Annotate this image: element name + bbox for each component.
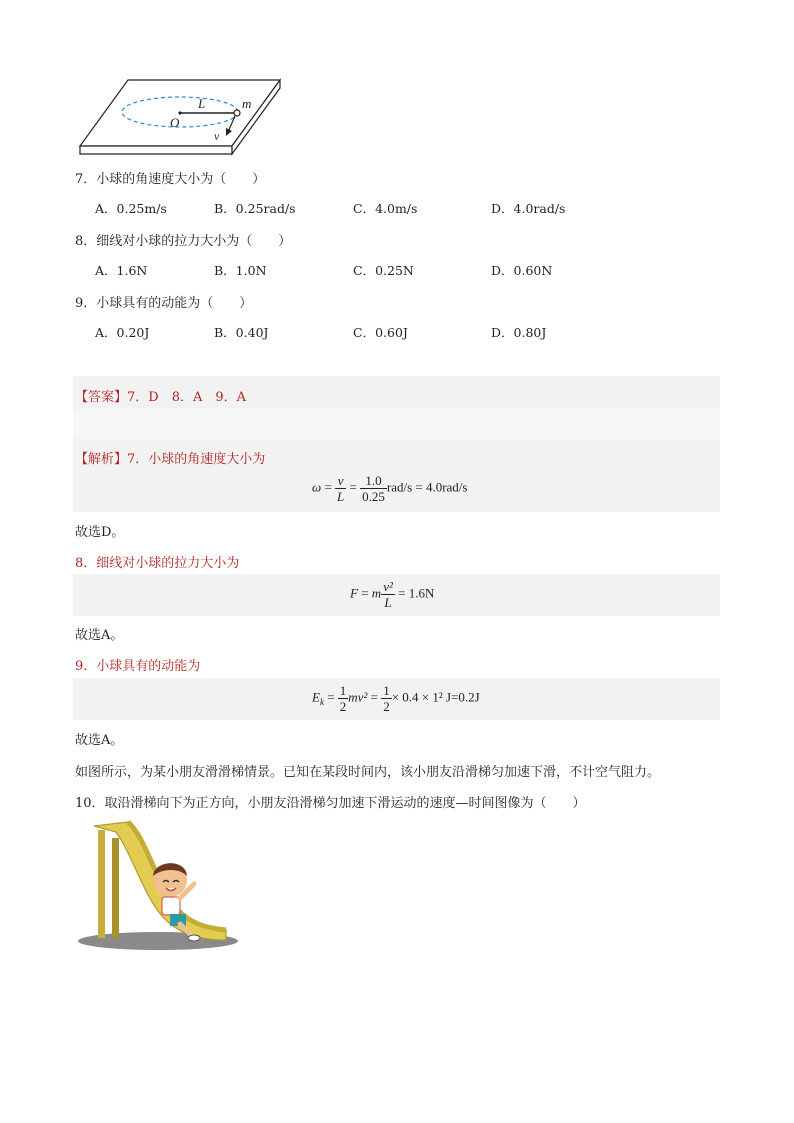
q8-option-c[interactable]: C．0.25N — [353, 263, 414, 278]
label-v: v — [214, 129, 220, 143]
label-m: m — [242, 96, 252, 111]
force-symbol: F — [350, 585, 358, 601]
slide-pole-right — [112, 838, 119, 938]
label-O: O — [170, 115, 180, 130]
analysis-tag: 【解析】 — [75, 452, 128, 467]
omega-frac2-num: 1.0 — [360, 473, 387, 489]
answer-tag: 【答案】 — [75, 390, 128, 405]
analysis-9-conclusion: 故选A。 — [75, 733, 124, 748]
formula-kinetic-energy: $E_k$ = $\frac{1}{2}$ mv² = $\frac{1}{2}$ × 0.4 × 1² J=0.2J — [312, 683, 480, 714]
analysis-8-conclusion: 故选A。 — [75, 628, 124, 643]
q7-option-a[interactable]: A．0.25m/s — [95, 201, 167, 216]
circular-motion-figure — [76, 76, 284, 160]
ball — [234, 110, 240, 116]
analysis-8-intro: 8．细线对小球的拉力大小为 — [75, 556, 240, 571]
child-smile — [166, 888, 176, 891]
q7-option-b[interactable]: B．0.25rad/s — [214, 201, 296, 216]
slide-illustration — [76, 818, 240, 954]
q8-option-b[interactable]: B．1.0N — [214, 263, 267, 278]
force-mass: m — [371, 585, 382, 601]
analysis-7-intro — [75, 448, 265, 467]
child-shoe — [188, 935, 200, 941]
energy-symbol: E — [312, 689, 320, 705]
energy-mv2: mv² — [348, 689, 368, 705]
q7-option-c[interactable]: C．4.0m/s — [353, 201, 418, 216]
formula-omega: ω = $\frac{v}{L}$ = $\frac{1.0}{0.25}$ rad/s = 4.0rad/s — [312, 473, 468, 504]
omega-frac-den: L — [337, 489, 345, 504]
q9-option-b[interactable]: B．0.40J — [214, 325, 269, 340]
energy-result: × 0.4 × 1² J=0.2J — [391, 689, 480, 705]
answer-text: 7．D 8．A 9．A — [127, 390, 247, 405]
force-frac-den: L — [384, 595, 392, 610]
label-L: L — [198, 96, 206, 111]
energy-frac2-den: 2 — [383, 699, 390, 714]
question-8-stem: 8．细线对小球的拉力大小为（ ） — [75, 234, 292, 249]
omega-symbol: ω — [312, 479, 322, 495]
formula-force: F = m $\frac{\text{v²}}{L}$ = 1.6N — [350, 579, 435, 610]
child-shirt — [162, 897, 180, 915]
q9-option-d[interactable]: D．0.80J — [491, 325, 547, 340]
slide-context: 如图所示，为某小朋友滑滑梯情景。已知在某段时间内，该小朋友沿滑梯匀加速下滑，不计空气阻力。 — [75, 765, 661, 780]
energy-frac-num: 1 — [339, 683, 347, 698]
analysis-7-text: 7．小球的角速度大小为 — [127, 452, 266, 467]
analysis-9-intro: 9．小球具有的动能为 — [75, 659, 201, 674]
analysis-7-conclusion: 故选D。 — [75, 525, 125, 540]
question-10-stem: 10．取沿滑梯向下为正方向，小朋友沿滑梯匀加速下滑运动的速度—时间图像为（ ） — [75, 796, 586, 811]
omega-result: rad/s = 4.0rad/s — [386, 479, 468, 495]
omega-frac-num: v — [335, 473, 346, 489]
force-frac-num: v² — [383, 579, 393, 594]
question-7-stem: 7．小球的角速度大小为（ ） — [75, 172, 266, 187]
q9-option-a[interactable]: A．0.20J — [95, 325, 150, 340]
question-9-stem: 9．小球具有的动能为（ ） — [75, 296, 253, 311]
force-result: = 1.6N — [398, 585, 435, 601]
q8-option-a[interactable]: A．1.6N — [95, 263, 148, 278]
slide-pole-left — [98, 830, 105, 938]
energy-subscript: k — [319, 697, 324, 708]
answer-band-gap — [73, 409, 720, 439]
q9-option-c[interactable]: C．0.60J — [353, 325, 408, 340]
energy-frac2-num: 1 — [383, 683, 390, 698]
q7-option-d[interactable]: D．4.0rad/s — [491, 201, 566, 216]
omega-frac2-den: 0.25 — [362, 489, 385, 504]
energy-frac-den: 2 — [339, 699, 347, 714]
q8-option-d[interactable]: D．0.60N — [491, 263, 553, 278]
answer-line — [75, 386, 246, 405]
